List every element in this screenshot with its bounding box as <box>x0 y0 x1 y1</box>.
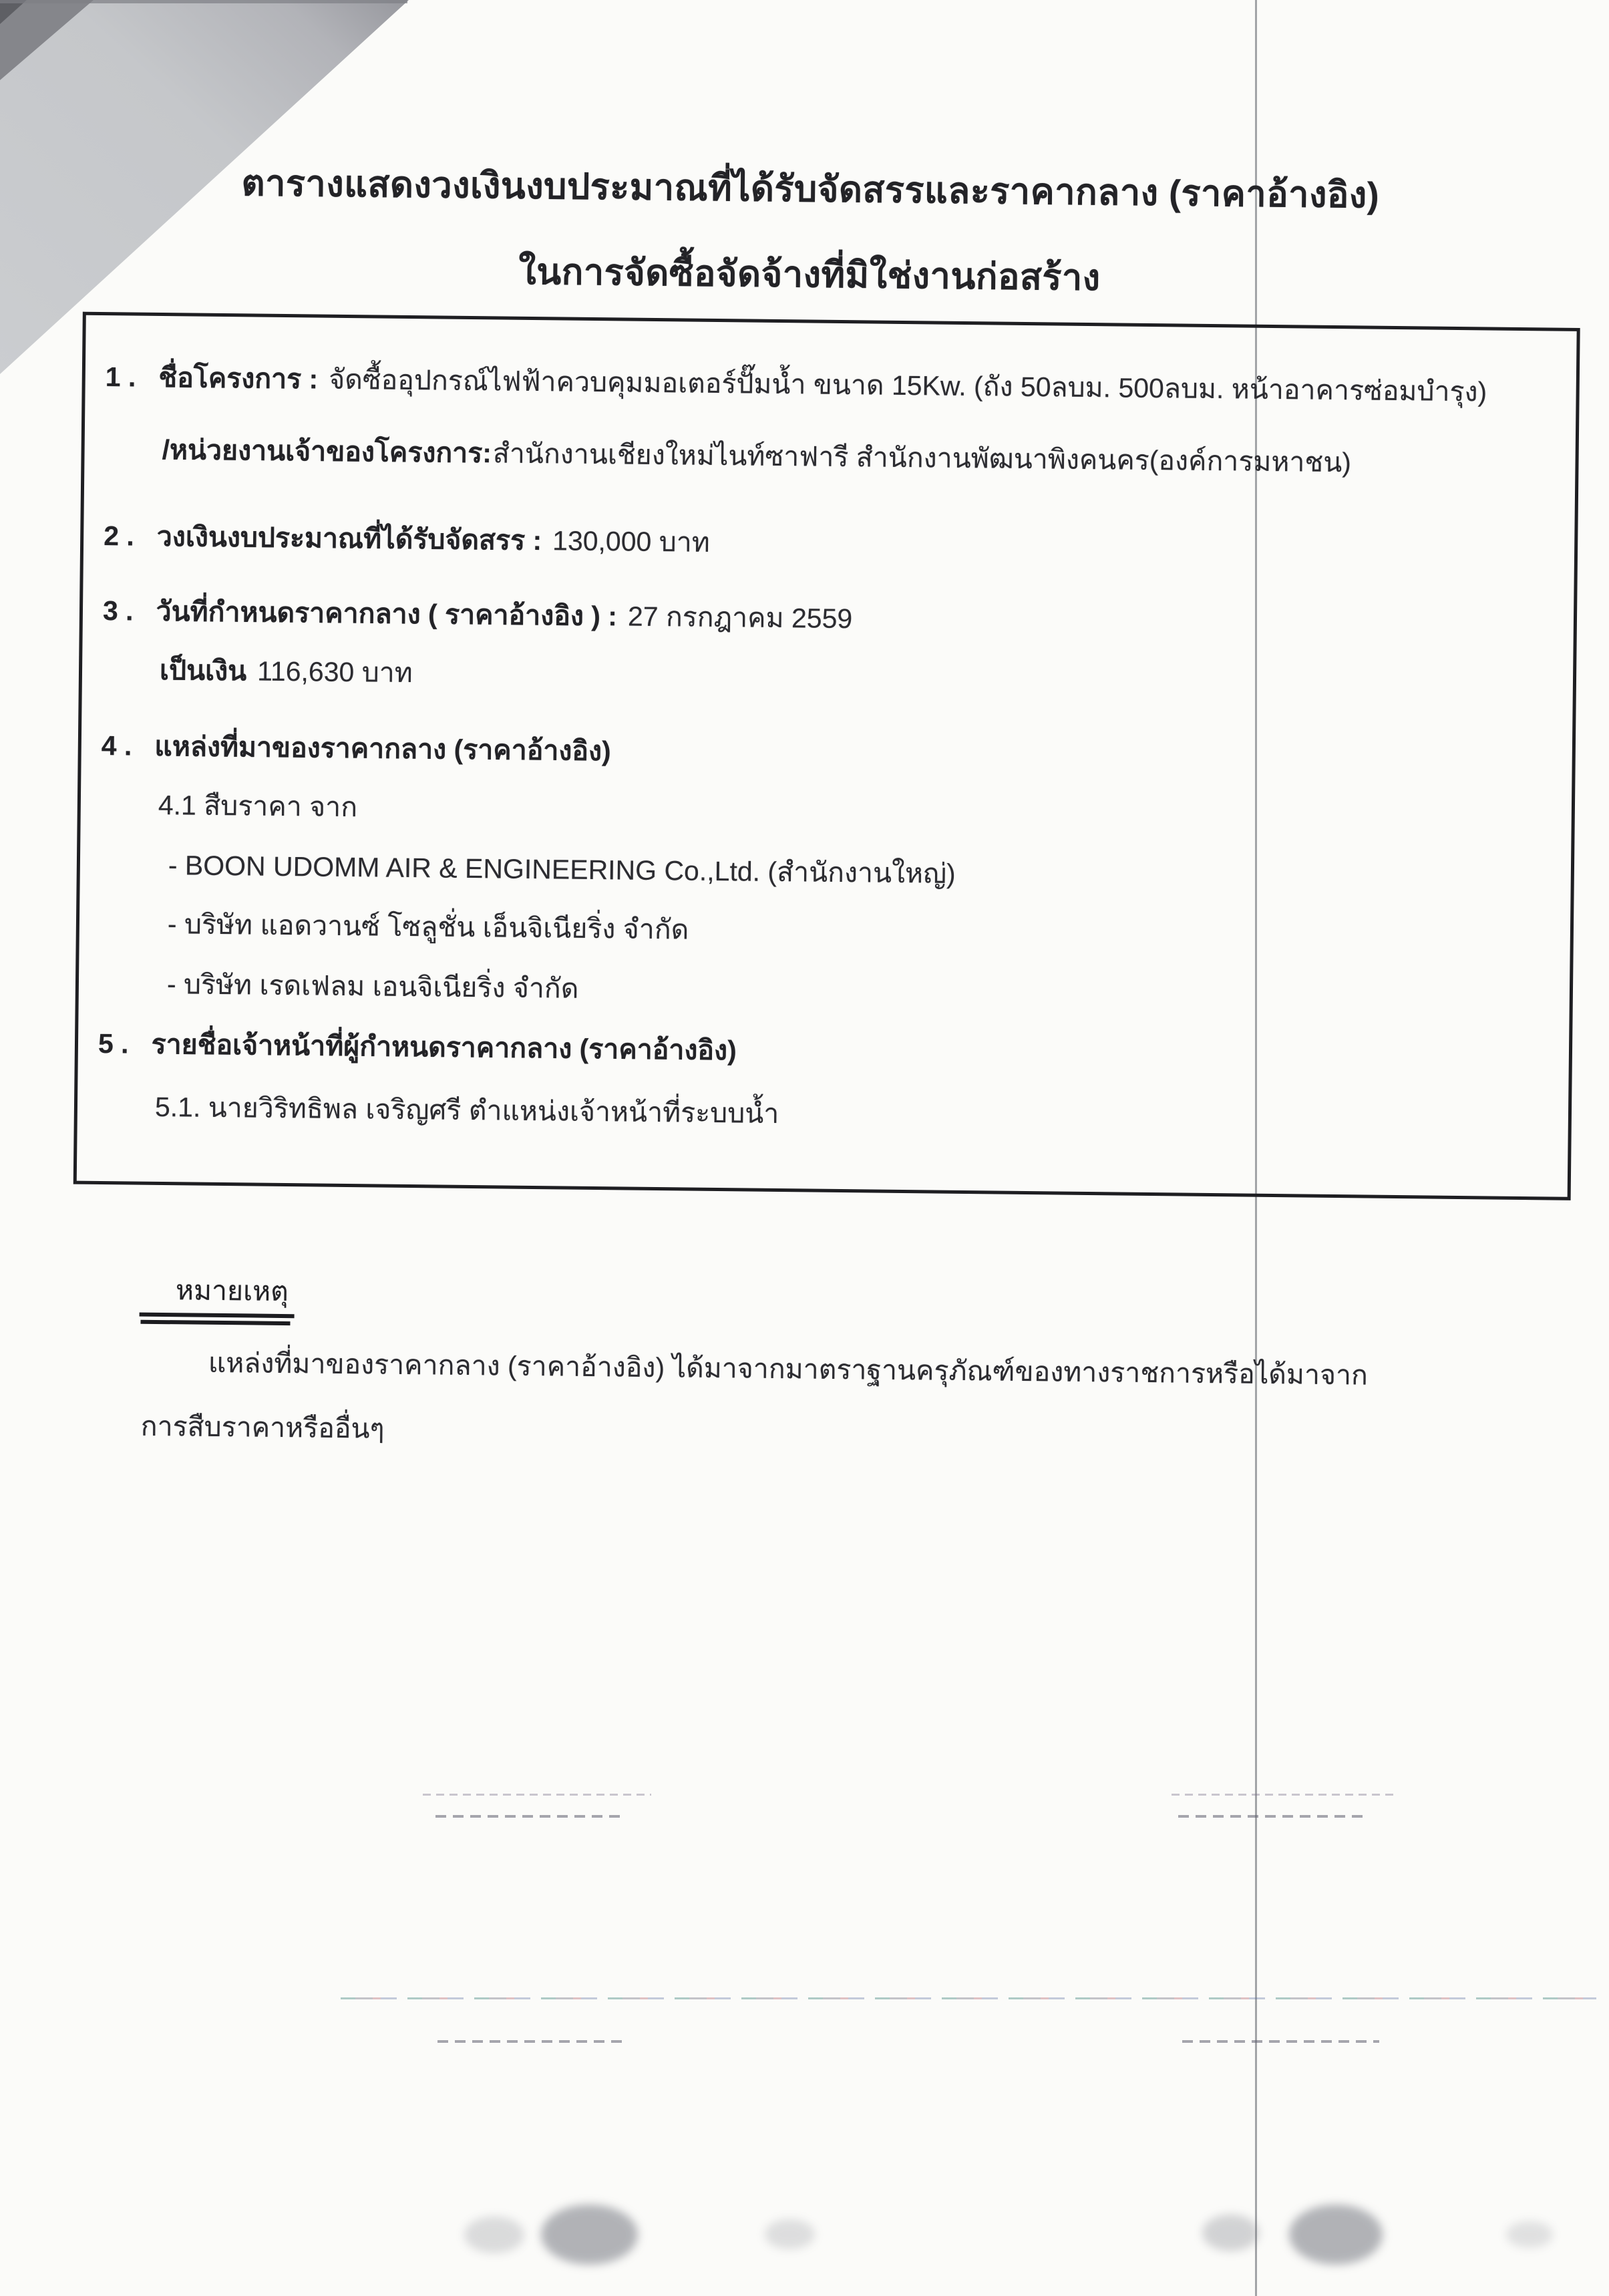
item4-label: แหล่งที่มาของราคากลาง (ราคาอ้างอิง) <box>154 730 611 767</box>
scan-smudge <box>541 2204 638 2265</box>
scan-smudge <box>1289 2204 1383 2265</box>
scan-streak <box>1182 2040 1379 2043</box>
item5-label: รายชื่อเจ้าหน้าที่ผู้กำหนดราคากลาง (ราคาอ้างอิง) <box>151 1028 737 1066</box>
document-title-line1: ตารางแสดงวงเงินงบประมาณที่ได้รับจัดสรรและราคากลาง (ราคาอ้างอิง) <box>241 163 1380 216</box>
note-underline-bar <box>140 1313 295 1319</box>
note-underline-bar <box>140 1320 290 1325</box>
item1-value: จัดซื้ออุปกรณ์ไฟฟ้าควบคุมมอเตอร์ปั๊มน้ำ ขนาด 15Kw. (ถัง 50ลบม. 500ลบม. หน้าอาคารซ่อมบำรุง) <box>328 363 1487 407</box>
item5-number: 5 . <box>98 1027 129 1059</box>
item1-owner-row <box>162 428 1351 484</box>
item3-amount-value: 116,630 บาท <box>256 655 413 689</box>
item1-label: ชื่อโครงการ : <box>158 361 319 395</box>
note-heading: หมายเหตุ <box>175 1275 289 1307</box>
item4-row <box>101 724 622 773</box>
price-source-row: - บริษัท เรดเฟลม เอนจิเนียริ่ง จำกัด <box>166 969 579 1004</box>
document-title-line2: ในการจัดซื้อจัดจ้างที่มิใช่งานก่อสร้าง <box>518 251 1101 299</box>
scan-streak <box>1172 1794 1394 1796</box>
item3-amount-label: เป็นเงิน <box>159 654 247 687</box>
item3-row <box>103 589 853 641</box>
scan-smudge <box>765 2219 815 2249</box>
item1-number: 1 . <box>105 361 136 393</box>
item1-row <box>105 355 1487 414</box>
item5-officer-row: 5.1. นายวิริทธิพล เจริญศรี ตำแหน่งเจ้าหน้าที่ระบบน้ำ <box>154 1091 779 1130</box>
price-source-row: - BOON UDOMM AIR & ENGINEERING Co.,Ltd. (สำนักงานใหญ่) <box>168 850 956 889</box>
item4-number: 4 . <box>101 730 132 762</box>
item3-value: 27 กรกฎาคม 2559 <box>627 601 853 635</box>
item2-number: 2 . <box>103 520 135 552</box>
item2-row <box>104 514 710 564</box>
item3-label: วันที่กำหนดราคากลาง ( ราคาอ้างอิง ) : <box>156 595 618 632</box>
scan-smudge <box>464 2217 524 2253</box>
item1-owner-value: สำนักงานเชียงใหม่ไนท์ซาฟารี สำนักงานพัฒนาพิงคนคร(องค์การมหาชน) <box>492 438 1352 478</box>
info-box-border <box>73 312 1580 1200</box>
item3-amount-row <box>160 649 413 695</box>
item5-row <box>98 1022 747 1073</box>
item4-sub-row: 4.1 สืบราคา จาก <box>158 789 358 823</box>
item2-label: วงเงินงบประมาณที่ได้รับจัดสรร : <box>156 520 542 556</box>
scan-streak <box>437 2040 628 2043</box>
scan-streak <box>435 1815 626 1818</box>
item2-value: 130,000 บาท <box>552 525 711 558</box>
item1-owner-label: /หน่วยงานเจ้าของโครงการ: <box>162 434 492 469</box>
note-heading-underline <box>139 1313 294 1327</box>
note-text-line2: การสืบราคาหรืออื่นๆ <box>140 1410 385 1444</box>
item3-number: 3 . <box>102 595 134 627</box>
scan-streak <box>1178 1815 1363 1818</box>
scan-streak <box>423 1794 651 1796</box>
scan-smudge <box>1202 2215 1259 2251</box>
price-source-row: - บริษัท แอดวานซ์ โซลูชั่น เอ็นจิเนียริ่ง จำกัด <box>167 909 689 945</box>
scan-streak <box>341 1997 1596 1999</box>
note-text-line1: แหล่งที่มาของราคากลาง (ราคาอ้างอิง) ได้มาจากมาตราฐานครุภัณฑ์ของทางราชการหรือได้มาจาก <box>208 1347 1369 1391</box>
scan-smudge <box>1506 2221 1553 2248</box>
